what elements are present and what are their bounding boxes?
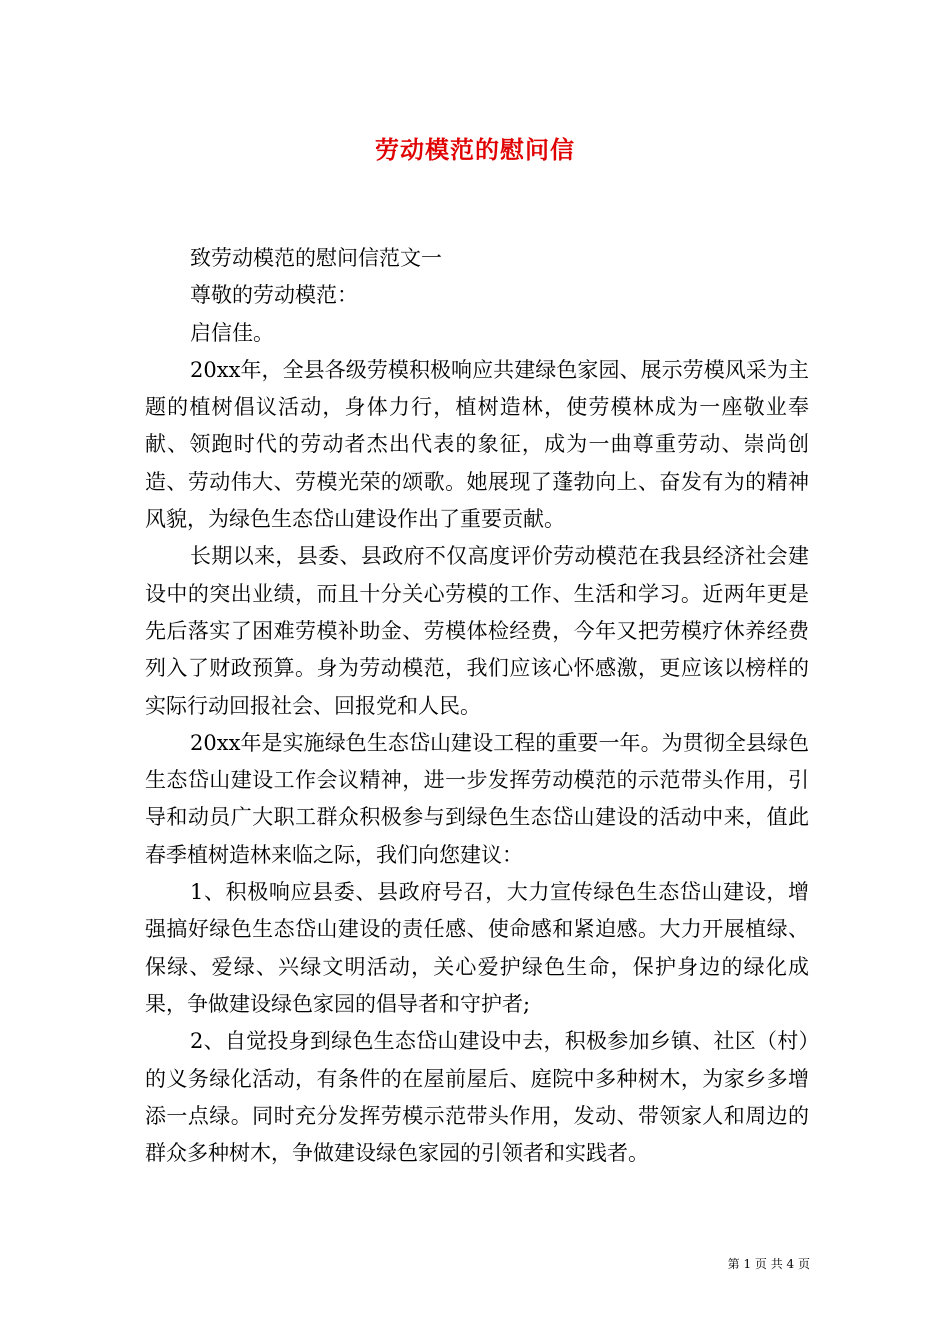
suggestion-1: 1、积极响应县委、县政府号召，大力宣传绿色生态岱山建设，增强搞好绿色生态岱山建设的责任感、使命感和紧迫感。大力开展植绿、保绿、爱绿、兴绿文明活动，关心爱护绿色生命，保护身边的绿化成果，争做建设绿色家园的倡导者和守护者; bbox=[145, 880, 809, 1016]
salutation: 尊敬的劳动模范： bbox=[190, 283, 358, 308]
greeting: 启信佳。 bbox=[190, 320, 274, 345]
letter-body bbox=[145, 240, 809, 1172]
document-title: 劳动模范的慰问信 bbox=[375, 135, 575, 164]
paragraph-2: 长期以来，县委、县政府不仅高度评价劳动模范在我县经济社会建设中的突出业绩，而且十分关心劳模的工作、生活和学习。近两年更是先后落实了困难劳模补助金、劳模体检经费，今年又把劳模疗休养经费列入了财政预算。身为劳动模范，我们应该心怀感激，更应该以榜样的实际行动回报社会、回报党和人民。 bbox=[145, 544, 809, 718]
paragraph-3: 20xx年是实施绿色生态岱山建设工程的重要一年。为贯彻全县绿色生态岱山建设工作会议精神，进一步发挥劳动模范的示范带头作用，引导和动员广大职工群众积极参与到绿色生态岱山建设的活动中来，值此春季植树造林来临之际，我们向您建议： bbox=[145, 730, 809, 867]
page-number: 第 1 页 共 4 页 bbox=[727, 1257, 810, 1271]
suggestion-2: 2、自觉投身到绿色生态岱山建设中去，积极参加乡镇、社区（村）的义务绿化活动，有条件的在屋前屋后、庭院中多种树木，为家乡多增添一点绿。同时充分发挥劳模示范带头作用，发动、带领家人和周边的群众多种树木，争做建设绿色家园的引领者和实践者。 bbox=[145, 1029, 809, 1166]
paragraph-1: 20xx年，全县各级劳模积极响应共建绿色家园、展示劳模风采为主题的植树倡议活动，身体力行，植树造林，使劳模林成为一座敬业奉献、领跑时代的劳动者杰出代表的象征，成为一曲尊重劳动、崇尚创造、劳动伟大、劳模光荣的颂歌。她展现了蓬勃向上、奋发有为的精神风貌，为绿色生态岱山建设作出了重要贡献。 bbox=[145, 357, 809, 532]
letter-heading: 致劳动模范的慰问信范文一 bbox=[190, 246, 442, 270]
